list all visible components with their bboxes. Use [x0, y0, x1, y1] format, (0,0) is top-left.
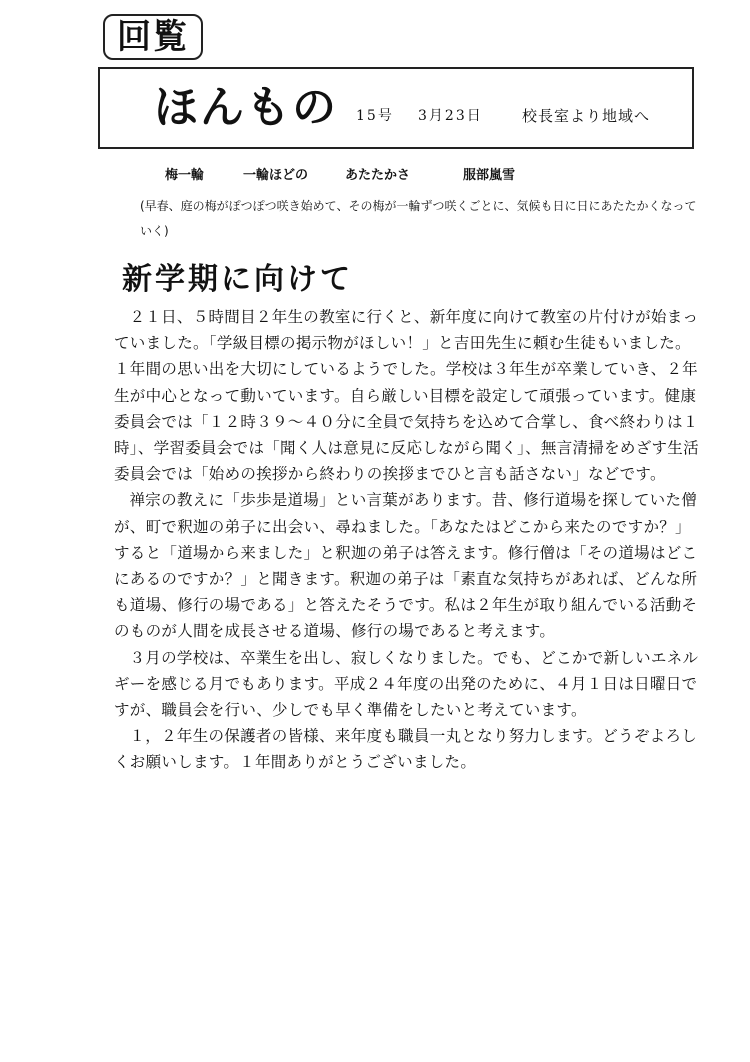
paragraph: １，２年生の保護者の皆様、来年度も職員一丸となり努力します。どうぞよろしくお願いします。１年間ありがとうございました。	[114, 727, 698, 772]
haiku-line-1: 梅一輪	[165, 168, 205, 183]
article-body	[114, 304, 704, 776]
haiku-author: 服部嵐雪	[463, 168, 516, 183]
paragraph: ２１日、５時間目２年生の教室に行くと、新年度に向けて教室の片付けが始まっていました。「学級目標の掲示物がほしい！」と吉田先生に頼む生徒もいました。１年間の思い出を大切にしているようでした。学校は３年生が卒業していき、２年生が中心となって動いています。自ら厳しい目標を設定して頑張っています。健康委員会では「１２時３９～４０分に全員で気持ちを込めて合掌し、食べ終わりは１時」、学習委員会では「聞く人は意見に反応しながら聞く」、無言清掃をめざす生活委員会では「始めの挨拶から終わりの挨拶までひと言も話さない」などです。	[114, 308, 699, 484]
haiku-line-2: 一輪ほどの	[243, 168, 309, 183]
newsletter-title: ほんもの	[154, 82, 338, 133]
issue-date: 3月23日	[418, 108, 483, 124]
haiku-note: (早春、庭の梅がぽつぽつ咲き始めて、その梅が一輪ずつ咲くごとに、気候も日に日にあたたかくなっていく)	[140, 199, 697, 238]
haiku	[165, 167, 585, 185]
sender-label: 校長室より地域へ	[522, 107, 651, 125]
haiku-line-3: あたたかさ	[345, 168, 411, 183]
paragraph: ３月の学校は、卒業生を出し、寂しくなりました。でも、どこかで新しいエネルギーを感じる月でもあります。平成２４年度の出発のために、４月１日は日曜日ですが、職員会を行い、少しでも早く準備をしたいと考えています。	[114, 648, 699, 720]
paragraph: 禅宗の教えに「歩歩是道場」とい言葉があります。昔、修行道場を探していた僧が、町で釈迦の弟子に出会い、尋ねました。「あなたはどこから来たのですか？」すると「道場から来ました」と釈迦の弟子は答えます。修行僧は「その道場はどこにあるのですか？」と聞きます。釈迦の弟子は「素直な気持ちがあれば、どんな所も道場、修行の場である」と答えたそうです。私は２年生が取り組んでいる活動そのものが人間を成長させる道場、修行の場であると考えます。	[114, 491, 698, 641]
circulation-stamp: 回覧	[103, 14, 203, 60]
section-heading: 新学期に向けて	[122, 262, 353, 297]
issue-number: 15号	[356, 108, 394, 124]
newsletter-header	[98, 67, 694, 149]
